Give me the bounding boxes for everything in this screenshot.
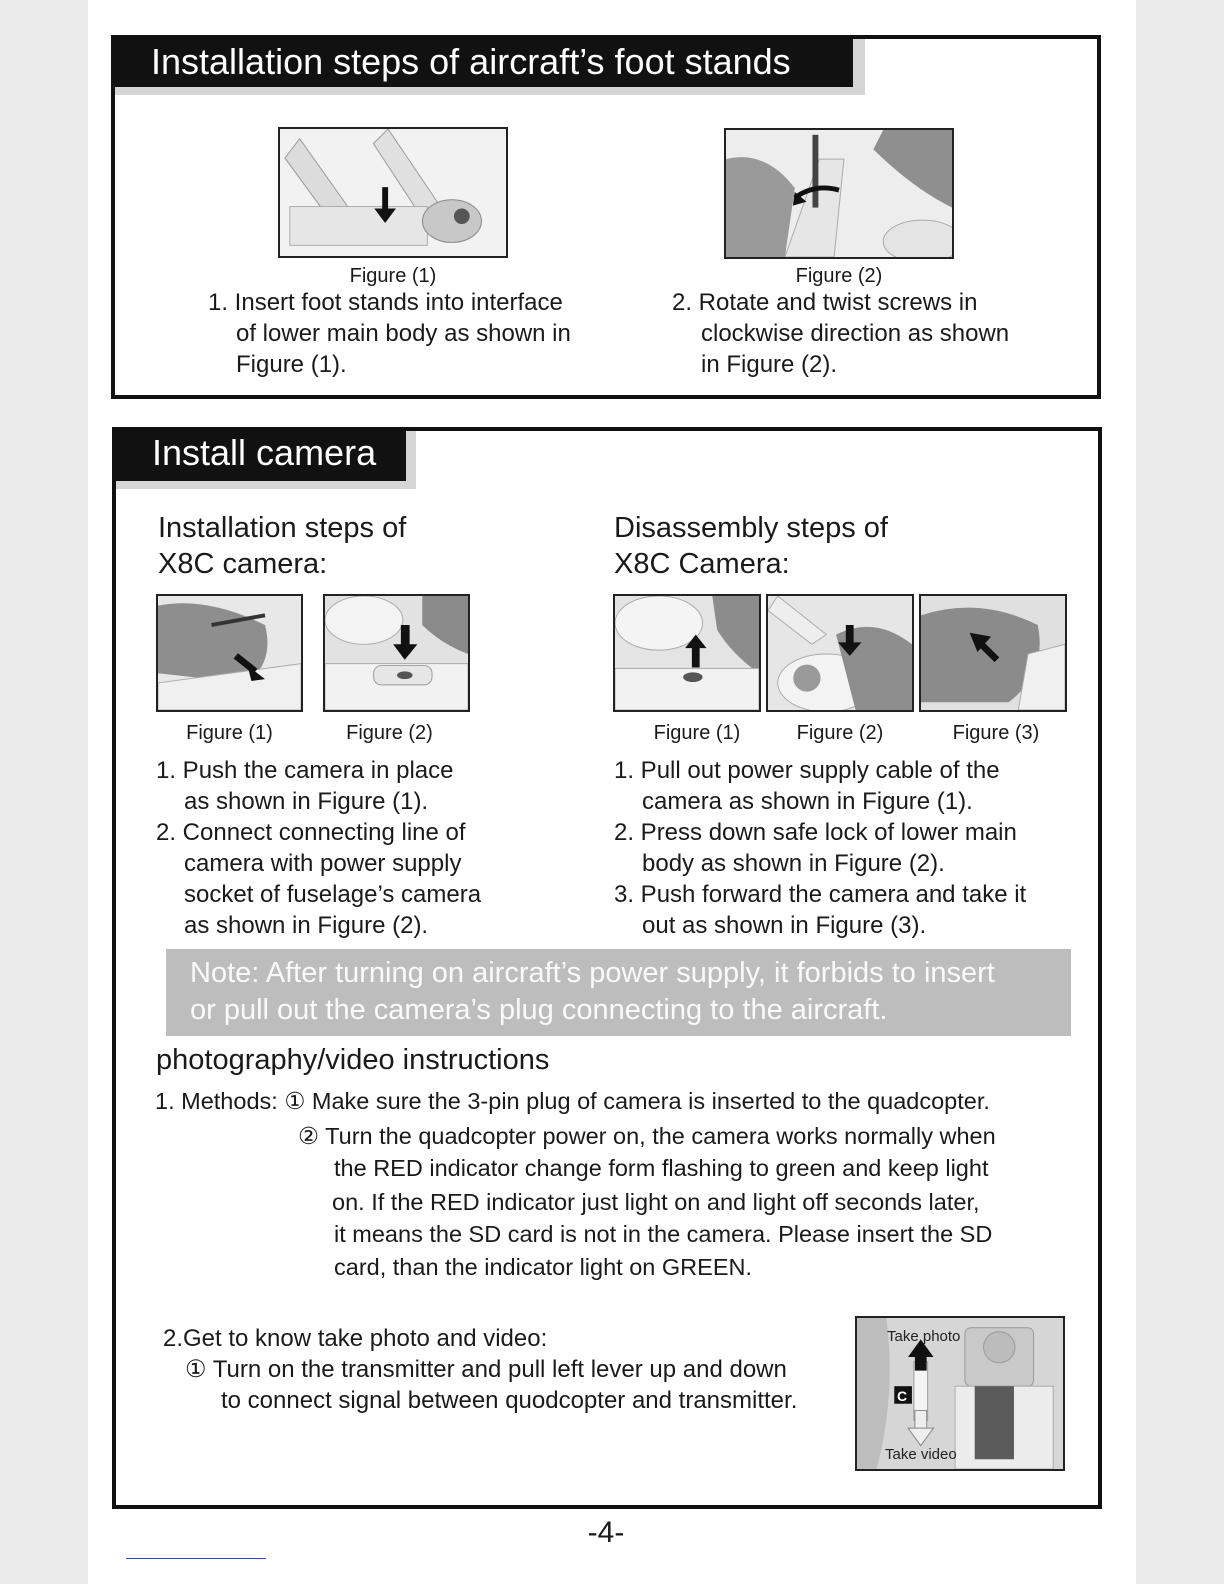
install-fig2-caption: Figure (2): [346, 722, 433, 744]
disassembly-fig2-caption: Figure (2): [796, 722, 884, 744]
figure-1-caption: Figure (1): [349, 265, 437, 287]
transmitter-figure: [855, 1316, 1065, 1471]
footer-link-line: [126, 1558, 266, 1559]
section-title: Install camera: [114, 429, 406, 481]
warning-note: Note: After turning on aircraft’s power supply, it forbids to insert or pull out the camera’s plug connecting to the aircraft.: [166, 949, 1071, 1036]
take-video-label: Take video: [885, 1446, 957, 1463]
manual-page: [88, 0, 1124, 1584]
install-camera-figure-2: [323, 594, 470, 712]
section-title: Installation steps of aircraft’s foot stands: [113, 37, 853, 87]
disassembly-figure-3: [919, 594, 1067, 712]
disassembly-figure-1: [613, 594, 761, 712]
disassembly-fig1-caption: Figure (1): [653, 722, 741, 744]
install-fig1-caption: Figure (1): [186, 722, 273, 744]
right-margin: [1136, 0, 1224, 1584]
install-camera-figure-1: [156, 594, 303, 712]
take-photo-label: Take photo: [887, 1328, 961, 1345]
photo-video-heading: photography/video instructions: [156, 1044, 550, 1076]
page-number: -4-: [587, 1516, 625, 1549]
foot-stands-section: Installation steps of aircraft’s foot stands Figure (1) Figure (2) 1. Insert foot stands into interface of lower main body as shown in Figure (1). 2. Rotate and twist screws in clockwise direction as shown in Figure (2).: [111, 35, 1101, 399]
disassembly-fig3-caption: Figure (3): [952, 722, 1040, 744]
install-camera-section: Install camera Installation steps of X8C camera: Disassembly steps of X8C Camera: Figure (1) Figure (2) Figure (1) Figure (2) Figure (3) 1. Push the camera in place as shown in Figure (1). 2. Connect connecting line of camera with power supply socket of fuselage’s camera as shown in Figure (2). 1. Pull out power supply cable of the camera as shown in Figure (1). 2. Press down safe lock of lower main body as shown in Figure (2). 3. Push forward the camera and take it out as shown in Figure (3). Note: After turning on aircraft’s power supply, it forbids to insert or pull out the camera’s plug connecting to the aircraft. photography/video instructions 1. Methods: ① Make sure the 3-pin plug of camera is inserted to the quadcopter. ② Turn the quadcopter power on, the camera works normally when the RED indicator change form flashing to green and keep light on. If the RED indicator just light on and light off seconds later, it means the SD card is not in the camera. Please insert the SD card, than the indicator light on GREEN. 2.Get to know take photo and video: ① Turn on the transmitter and pull left lever up and down to connect signal between quodcopter and transmitter. Take photo C Take video: [112, 427, 1102, 1509]
c-button-label: C: [897, 1388, 908, 1404]
foot-stand-figure-2: [724, 128, 954, 259]
figure-2-caption: Figure (2): [795, 265, 883, 287]
disassembly-figure-2: [766, 594, 914, 712]
left-margin: [0, 0, 88, 1584]
foot-stand-figure-1: [278, 127, 508, 258]
